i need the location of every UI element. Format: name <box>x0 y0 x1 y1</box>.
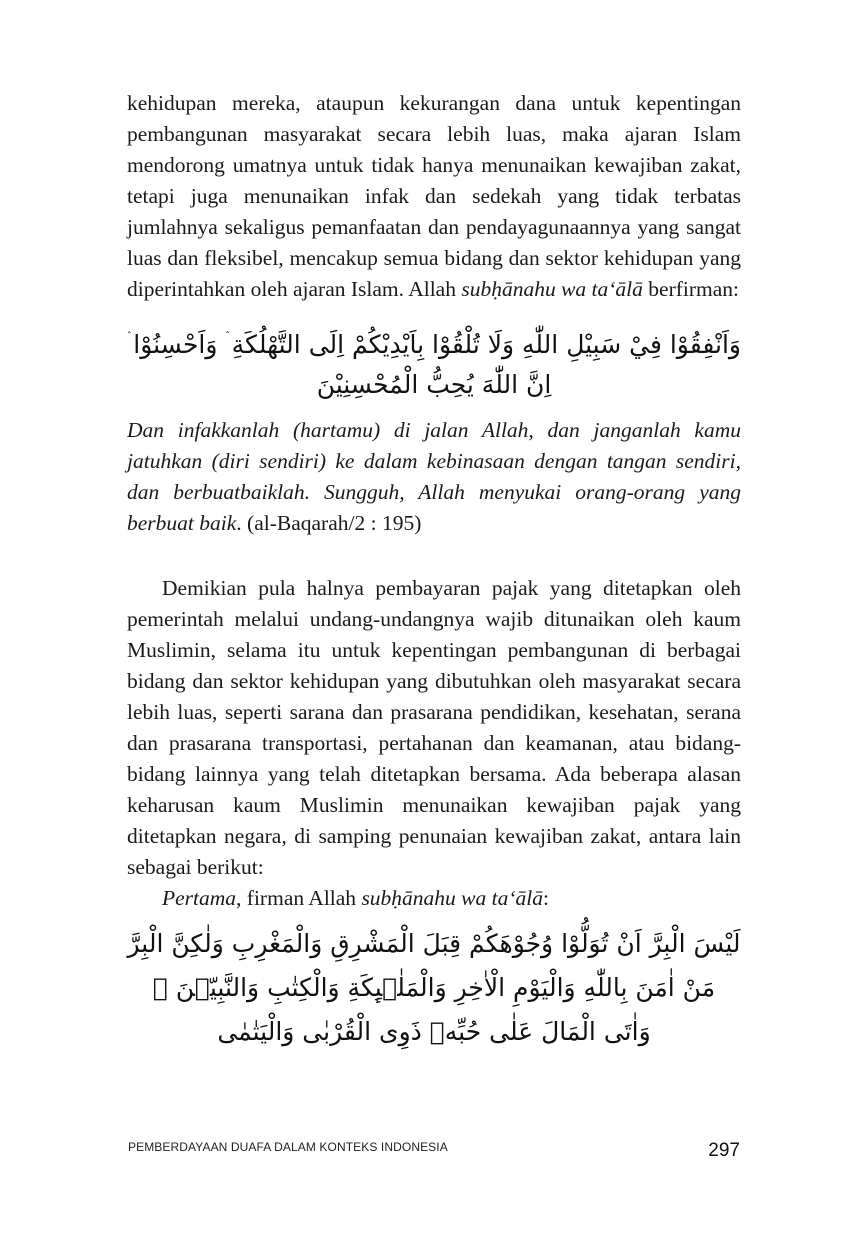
paragraph-3-tail: : <box>543 886 549 910</box>
paragraph-1-tail: berfirman: <box>642 277 740 301</box>
honorific-1: subḥānahu wa ta‘ālā <box>461 277 643 301</box>
paragraph-1 <box>127 88 741 305</box>
verse-1-reference: . (al-Baqarah/2 : 195) <box>236 511 422 535</box>
page-number: 297 <box>708 1140 740 1161</box>
quran-verse-1: وَاَنْفِقُوْا فِيْ سَبِيْلِ اللّٰهِ وَلَا تُلْقُوْا بِاَيْدِيْكُمْ اِلَى التَّهْلُكَةِ ۛ وَاَحْسِنُوْا ۛ اِنَّ اللّٰهَ يُحِبُّ الْمُحْسِنِيْنَ <box>127 330 741 399</box>
spacer <box>127 539 741 573</box>
paragraph-3-first-word: Pertama <box>162 886 237 910</box>
verse-1-translation-block <box>127 415 741 539</box>
paragraph-3-middle: , firman Allah <box>236 886 362 910</box>
running-footer-title: PEMBERDAYAAN DUAFA DALAM KONTEKS INDONESIA <box>128 1140 448 1154</box>
quran-verse-2: لَيْسَ الْبِرَّ اَنْ تُوَلُّوْا وُجُوْهَكُمْ قِبَلَ الْمَشْرِقِ وَالْمَغْرِبِ وَلٰكِنَّ الْبِرَّ مَنْ اٰمَنَ بِاللّٰهِ وَالْيَوْمِ الْاٰخِرِ وَالْمَلٰۤىِٕكَةِ وَالْكِتٰبِ وَالنَّبِيّٖنَ ۚ وَاٰتَى الْمَالَ عَلٰى حُبِّهٖ ذَوِى الْقُرْبٰى وَالْيَتٰمٰى <box>127 929 741 1046</box>
verse-1-translation: Dan infakkanlah (hartamu) di jalan Allah, dan janganlah kamu jatuhkan (diri sendiri) ke dalam kebinasaan dengan tangan sendiri, dan berbuatbaiklah. Sungguh, Allah menyukai orang-orang yang berbuat baik <box>127 418 741 535</box>
paragraph-2: Demikian pula halnya pembayaran pajak yang ditetapkan oleh pemerintah melalui undang-undangnya wajib ditunaikan oleh kaum Muslimin, selama itu untuk kepentingan pembangunan di berbagai bidang dan sektor kehidupan yang dibutuhkan oleh masyarakat secara lebih luas, seperti sarana dan prasarana pendidikan, kesehatan, serana dan prasarana transportasi, pertahanan dan keamanan, atau bidang-bidang lainnya yang telah ditetapkan bersama. Ada beberapa alasan keharusan kaum Muslimin menunaikan kewajiban pajak yang ditetapkan negara, di samping penunaian kewajiban zakat, antara lain sebagai berikut: <box>127 576 741 879</box>
paragraph-3 <box>127 883 741 914</box>
paragraph-1-text: kehidupan mereka, ataupun kekurangan dana untuk kepentingan pembangunan masyarakat secara lebih luas, maka ajaran Islam mendorong umatnya untuk tidak hanya menunaikan kewajiban zakat, tetapi juga menunaikan infak dan sedekah yang tidak terbatas jumlahnya sekaligus pemanfaatan dan pendayagunaannya yang sangat luas dan fleksibel, mencakup semua bidang dan sektor kehidupan yang diperintahkan oleh ajaran Islam. Allah <box>127 91 741 301</box>
page-body <box>127 88 741 1054</box>
honorific-2: subḥānahu wa ta‘ālā <box>361 886 544 910</box>
